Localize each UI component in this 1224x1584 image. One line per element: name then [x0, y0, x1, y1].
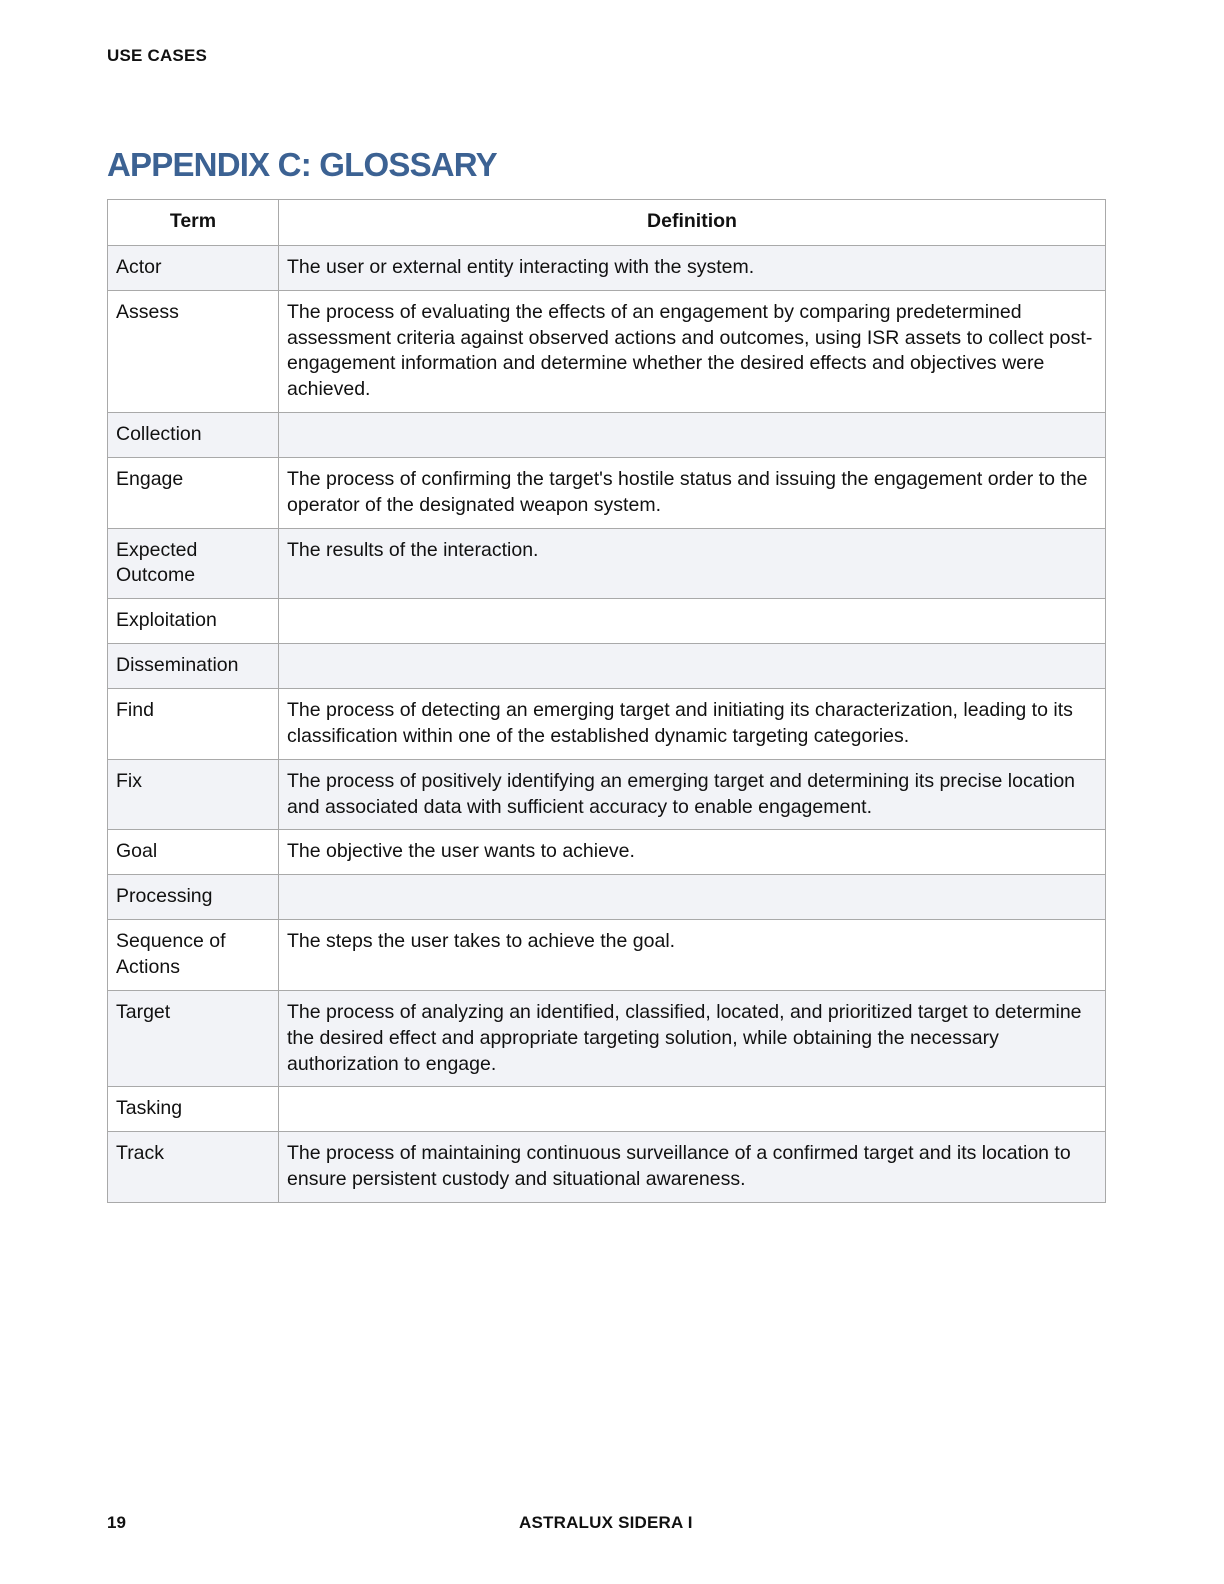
definition-cell: The process of maintaining continuous surveillance of a confirmed target and its location to ensure persistent custody and situational awareness.	[279, 1132, 1106, 1203]
term-cell: Find	[108, 689, 279, 760]
table-row	[108, 528, 1106, 599]
term-cell: Tasking	[108, 1087, 279, 1132]
page-number: 19	[107, 1513, 126, 1532]
term-cell: Assess	[108, 290, 279, 412]
table-row	[108, 1132, 1106, 1203]
table-row	[108, 644, 1106, 689]
term-cell: Dissemination	[108, 644, 279, 689]
definition-cell: The process of evaluating the effects of an engagement by comparing predetermined assessment criteria against observed actions and outcomes, using ISR assets to collect post-engagement information and determine whether the desired effects and objectives were achieved.	[279, 290, 1106, 412]
table-row	[108, 830, 1106, 875]
table-row	[108, 920, 1106, 991]
column-header-term: Term	[108, 200, 279, 246]
term-cell: Collection	[108, 412, 279, 457]
term-cell: Expected Outcome	[108, 528, 279, 599]
definition-cell: The process of confirming the target's hostile status and issuing the engagement order to the operator of the designated weapon system.	[279, 457, 1106, 528]
definition-cell: The process of analyzing an identified, classified, located, and prioritized target to determine the desired effect and appropriate targeting solution, while obtaining the necessary authorization to engage.	[279, 990, 1106, 1086]
term-cell: Track	[108, 1132, 279, 1203]
table-header-row	[108, 200, 1106, 246]
definition-cell: The objective the user wants to achieve.	[279, 830, 1106, 875]
term-cell: Exploitation	[108, 599, 279, 644]
table-row	[108, 290, 1106, 412]
table-row	[108, 245, 1106, 290]
term-cell: Actor	[108, 245, 279, 290]
table-row	[108, 875, 1106, 920]
term-cell: Sequence of Actions	[108, 920, 279, 991]
table-row	[108, 412, 1106, 457]
definition-cell	[279, 599, 1106, 644]
column-header-definition: Definition	[279, 200, 1106, 246]
table-row	[108, 457, 1106, 528]
term-cell: Target	[108, 990, 279, 1086]
glossary-table	[107, 199, 1106, 1203]
term-cell: Goal	[108, 830, 279, 875]
term-cell: Processing	[108, 875, 279, 920]
term-cell: Fix	[108, 759, 279, 830]
definition-cell: The process of positively identifying an emerging target and determining its precise location and associated data with sufficient accuracy to enable engagement.	[279, 759, 1106, 830]
table-row	[108, 1087, 1106, 1132]
definition-cell	[279, 875, 1106, 920]
table-row	[108, 689, 1106, 760]
footer-doc-title: ASTRALUX SIDERA I	[519, 1513, 693, 1532]
section-label: USE CASES	[107, 46, 208, 65]
table-row	[108, 990, 1106, 1086]
definition-cell	[279, 412, 1106, 457]
definition-cell: The steps the user takes to achieve the goal.	[279, 920, 1106, 991]
table-row	[108, 599, 1106, 644]
term-cell: Engage	[108, 457, 279, 528]
definition-cell: The user or external entity interacting with the system.	[279, 245, 1106, 290]
definition-cell: The process of detecting an emerging target and initiating its characterization, leading to its classification within one of the established dynamic targeting categories.	[279, 689, 1106, 760]
page-title: APPENDIX C: GLOSSARY	[107, 146, 497, 183]
table-row	[108, 759, 1106, 830]
definition-cell	[279, 644, 1106, 689]
definition-cell	[279, 1087, 1106, 1132]
definition-cell: The results of the interaction.	[279, 528, 1106, 599]
